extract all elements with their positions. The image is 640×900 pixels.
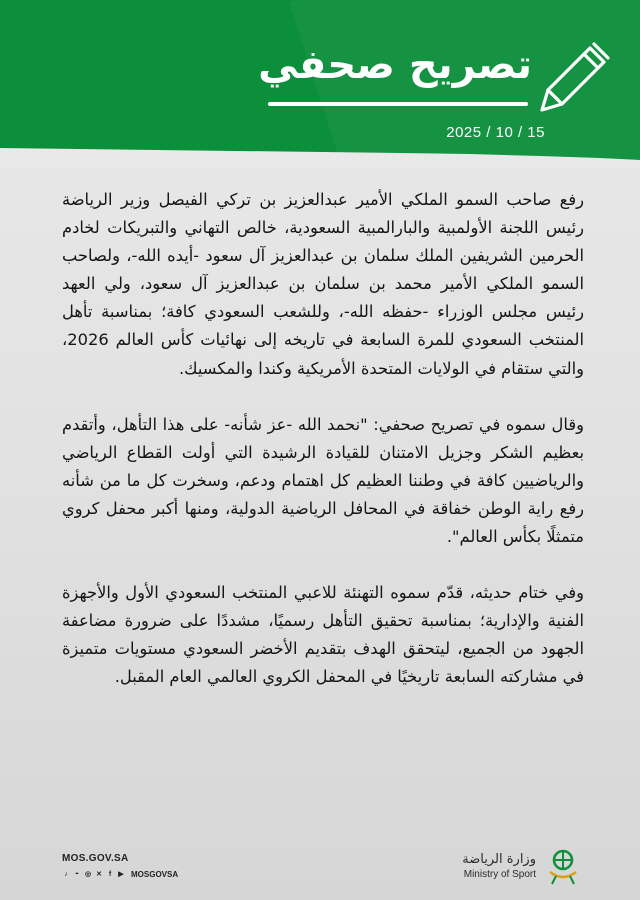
ministry-logo-icon	[544, 846, 582, 886]
statement-body	[62, 186, 584, 720]
youtube-icon[interactable]: ▶	[118, 870, 124, 878]
statement-paragraph: وفي ختام حديثه، قدّم سموه التهنئة للاعبي المنتخب السعودي الأول والأجهزة الفنية والإدارية؛ بمناسبة تحقيق التأهل رسميًا، مشددًا على ضرورة مضاعفة الجهود من الجميع، ليتحقق الهدف بتقديم الأخضر السعودي مستويات متميزة في مشاركته السابعة تاريخيًا في المحفل الكروي العالمي العام المقبل.	[62, 583, 584, 687]
ministry-name-en: Ministry of Sport	[463, 869, 536, 880]
facebook-icon[interactable]: f	[108, 870, 112, 878]
header-wave-edge	[0, 128, 640, 168]
social-handle: MOSGOVSA	[131, 870, 179, 879]
website-link[interactable]: MOS.GOV.SA	[62, 853, 129, 864]
statement-paragraph: وقال سموه في تصريح صحفي: "نحمد الله -عز شأنه- على هذا التأهل، وأتقدم بعظيم الشكر وجزيل الامتنان للقيادة الرشيدة التي أولت القطاع الرياضي والرياضيين كافة في وطننا العظيم كل اهتمام ودعم، وسخرت كل ما من شأنه رفع راية الوطن خفاقة في المحافل الرياضية الدولية، ومنها أكبر محفل كروي متمثلًا بكأس العالم".	[62, 414, 584, 547]
snapchat-icon[interactable]: ◓	[74, 870, 80, 878]
statement-paragraph: رفع صاحب السمو الملكي الأمير عبدالعزيز بن تركي الفيصل وزير الرياضة رئيس اللجنة الأولمبية والبارالمبية السعودية، خالص التهاني والتبريكات لخادم الحرمين الشريفين الملك سلمان بن عبدالعزيز آل سعود -أيده الله-، ولصاحب السمو الملكي الأمير محمد بن سلمان بن عبدالعزيز آل سعود، ولي العهد رئيس مجلس الوزراء -حفظه الله-، وللشعب السعودي كافة؛ بمناسبة تأهل المنتخب السعودي للمرة السابعة في تاريخه إلى نهائيات كأس العالم 2026، والتي ستقام في الولايات المتحدة الأمريكية وكندا والمكسيك.	[62, 190, 584, 378]
pen-icon	[532, 40, 612, 120]
release-date: 2025 / 10 / 15	[446, 124, 545, 141]
x-icon[interactable]: ✕	[96, 870, 102, 878]
title-underline	[268, 102, 528, 106]
ministry-name	[462, 852, 536, 880]
ministry-name-ar: وزارة الرياضة	[462, 852, 536, 867]
tiktok-icon[interactable]: ♪	[64, 870, 68, 878]
footer-contact	[62, 853, 178, 879]
page-title: تصريح صحفي	[258, 42, 532, 88]
ministry-branding	[462, 846, 582, 886]
instagram-icon[interactable]: ◎	[84, 870, 92, 878]
social-links	[62, 870, 178, 879]
